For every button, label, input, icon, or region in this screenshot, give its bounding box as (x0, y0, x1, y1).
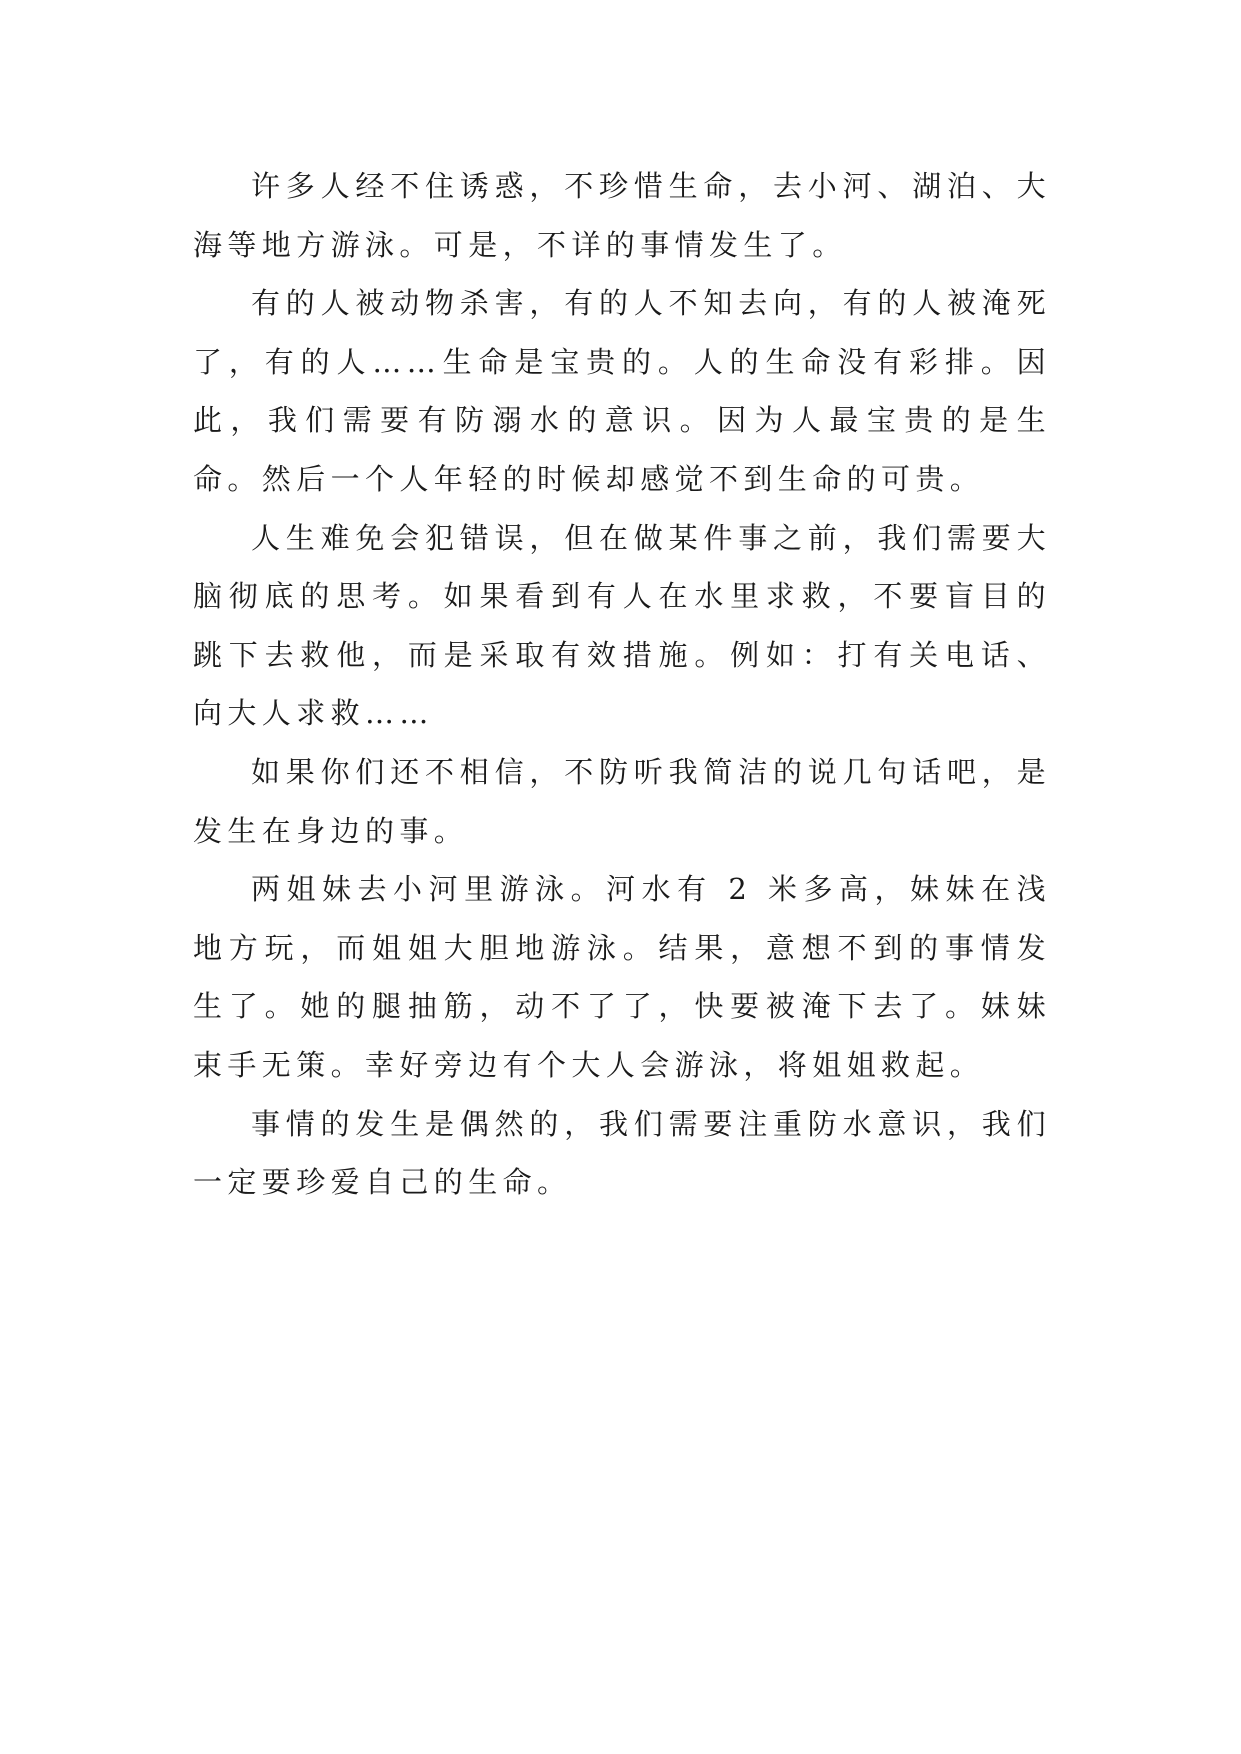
paragraph-4: 如果你们还不相信，不防听我简洁的说几句话吧，是发生在身边的事。 (193, 754, 1051, 848)
paragraph-1: 许多人经不住诱惑，不珍惜生命，去小河、湖泊、大海等地方游泳。可是，不详的事情发生了。 (193, 169, 1051, 262)
paragraph-5: 两姐妹去小河里游泳。河水有 2 米多高，妹妹在浅地方玩，而姐姐大胆地游泳。结果，意想不到的事情发生了。她的腿抽筋，动不了了，快要被淹下去了。妹妹束手无策。幸好旁边有个大人会游泳，将姐姐救起。 (193, 872, 1051, 1082)
paragraph-3: 人生难免会犯错误，但在做某件事之前，我们需要大脑彻底的思考。如果看到有人在水里求救，不要盲目的跳下去救他，而是采取有效措施。例如：打有关电话、向大人求救…… (193, 520, 1051, 731)
paragraph-6: 事情的发生是偶然的，我们需要注重防水意识，我们一定要珍爱自己的生命。 (193, 1106, 1051, 1200)
document-body (193, 157, 1051, 1212)
paragraph-2: 有的人被动物杀害，有的人不知去向，有的人被淹死了，有的人……生命是宝贵的。人的生命没有彩排。因此，我们需要有防溺水的意识。因为人最宝贵的是生命。然后一个人年轻的时候却感觉不到生命的可贵。 (193, 286, 1051, 496)
